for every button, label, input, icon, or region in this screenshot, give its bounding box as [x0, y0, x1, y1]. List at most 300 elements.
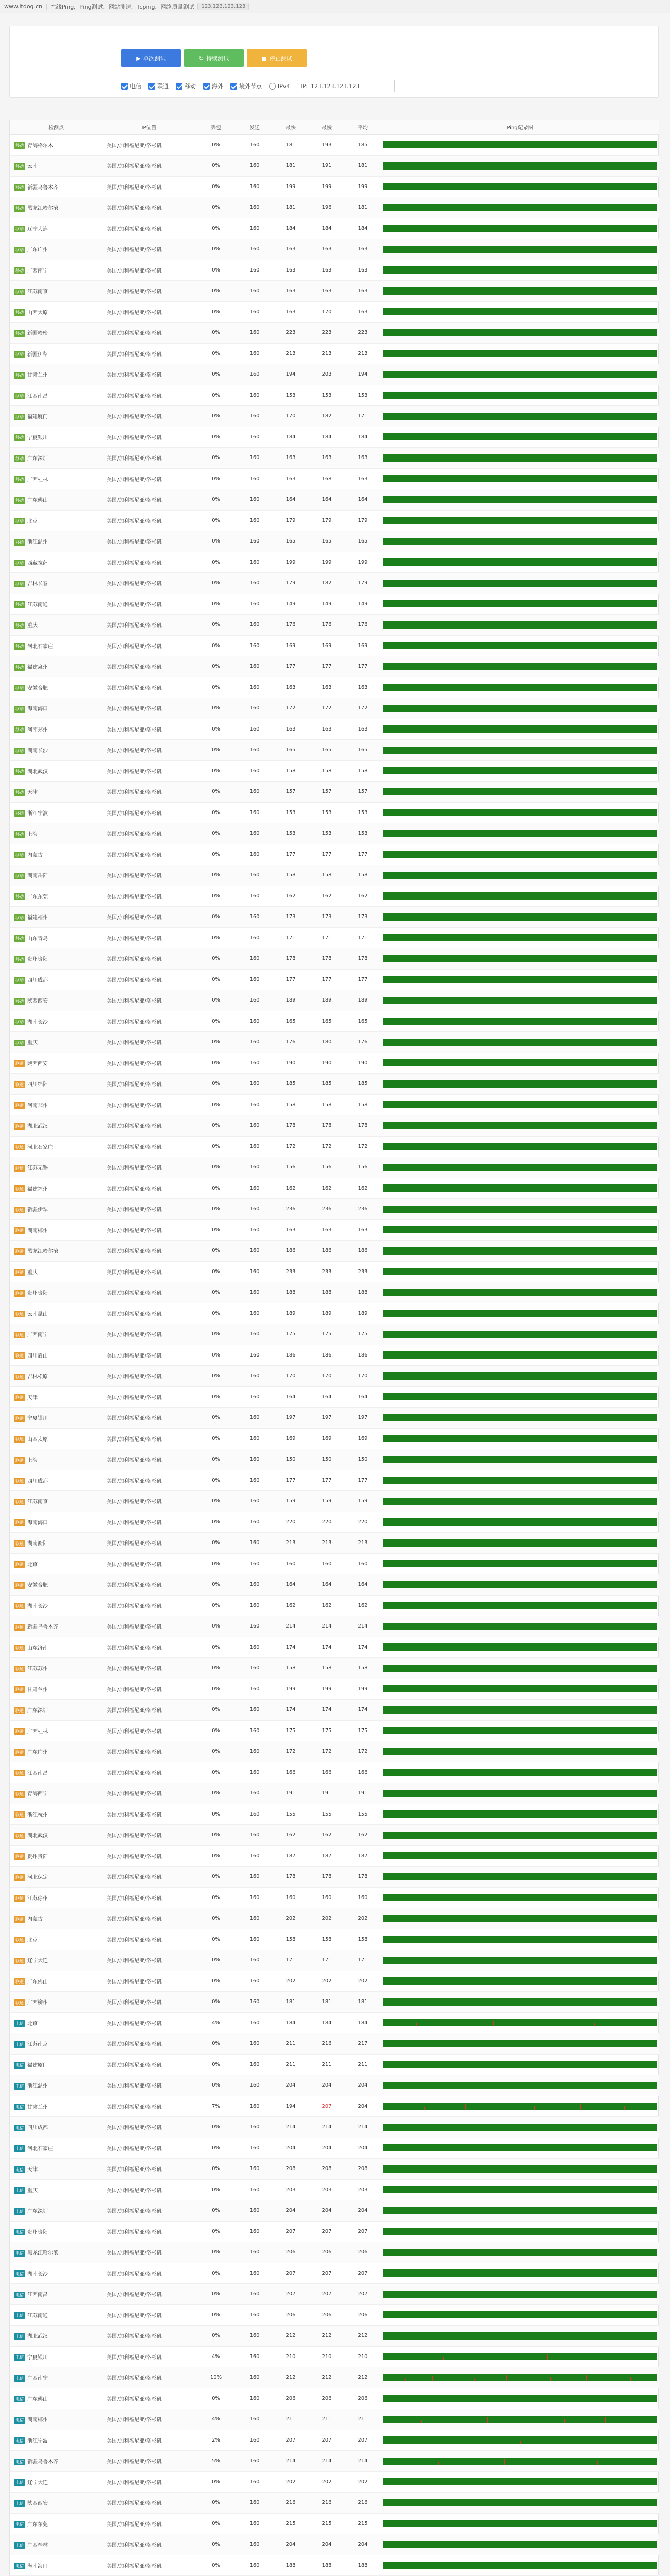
table-row[interactable]	[10, 2430, 659, 2451]
checkbox-icon[interactable]	[148, 83, 155, 90]
avg-latency: 175	[345, 1324, 381, 1345]
header-loss[interactable]: 丢包	[195, 120, 237, 134]
ip-location: 美国/加利福尼亚/洛杉矶	[103, 1992, 195, 2013]
ping-chart-cell	[381, 1741, 659, 1762]
loss-rate: 0%	[195, 218, 237, 239]
table-row[interactable]	[10, 844, 659, 865]
min-latency: 160	[273, 1553, 309, 1574]
table-row[interactable]	[10, 594, 659, 615]
table-row[interactable]	[10, 2388, 659, 2409]
isp-badge: 移动	[14, 247, 25, 253]
min-latency: 163	[273, 1219, 309, 1241]
isp-badge: 联通	[14, 1958, 25, 1964]
table-row[interactable]	[10, 698, 659, 719]
node-name: 辽宁大连	[27, 2480, 48, 2486]
isp-badge: 联通	[14, 1081, 25, 1088]
ping-bar	[383, 2082, 657, 2089]
site-label[interactable]: www.itdog.cn	[4, 3, 43, 10]
ping-bar	[383, 2165, 657, 2173]
ip-location: 美国/加利福尼亚/洛杉矶	[103, 823, 195, 844]
loss-rate: 0%	[195, 1553, 237, 1574]
table-row[interactable]	[10, 364, 659, 385]
ip-location: 美国/加利福尼亚/洛杉矶	[103, 1366, 195, 1387]
loss-rate: 0%	[195, 531, 237, 552]
avg-latency: 189	[345, 1303, 381, 1324]
avg-latency: 170	[345, 1366, 381, 1387]
max-latency: 165	[309, 531, 345, 552]
table-row[interactable]	[10, 1449, 659, 1470]
ping-chart-cell	[381, 468, 659, 489]
loss-rate: 0%	[195, 1282, 237, 1303]
table-row[interactable]	[10, 865, 659, 886]
ping-bar	[383, 767, 657, 774]
loss-rate: 0%	[195, 927, 237, 948]
loss-rate: 0%	[195, 1845, 237, 1867]
table-row[interactable]	[10, 2242, 659, 2263]
table-row[interactable]	[10, 886, 659, 907]
sent-count: 160	[237, 1136, 273, 1157]
node-name: 湖南长沙	[27, 1019, 48, 1025]
table-row[interactable]	[10, 1804, 659, 1825]
node-cell	[10, 969, 103, 990]
table-row[interactable]	[10, 1971, 659, 1992]
node-name: 甘肃兰州	[27, 1687, 48, 1693]
node-cell	[10, 343, 103, 364]
node-cell	[10, 1512, 103, 1533]
sent-count: 160	[237, 2242, 273, 2263]
table-row[interactable]	[10, 2179, 659, 2200]
loss-spike	[438, 2462, 439, 2465]
table-row[interactable]	[10, 197, 659, 218]
header-sent[interactable]: 发送	[237, 120, 273, 134]
header-min[interactable]: 最快	[273, 120, 309, 134]
table-row[interactable]	[10, 2117, 659, 2138]
table-row[interactable]	[10, 2471, 659, 2493]
avg-latency: 207	[345, 2221, 381, 2242]
table-row[interactable]	[10, 2075, 659, 2096]
isp-badge: 移动	[14, 831, 25, 838]
table-row[interactable]	[10, 448, 659, 469]
table-row[interactable]	[10, 1637, 659, 1658]
table-row[interactable]	[10, 2033, 659, 2055]
table-row[interactable]	[10, 1720, 659, 1741]
option-telecom[interactable]: 电信	[121, 82, 141, 90]
table-row[interactable]	[10, 2493, 659, 2514]
table-row[interactable]	[10, 2513, 659, 2534]
table-row[interactable]	[10, 343, 659, 364]
sent-count: 160	[237, 2513, 273, 2534]
isp-badge: 联通	[14, 1916, 25, 1923]
sent-count: 160	[237, 615, 273, 636]
table-row[interactable]	[10, 1074, 659, 1095]
table-row[interactable]	[10, 740, 659, 761]
ip-location: 美国/加利福尼亚/洛杉矶	[103, 1637, 195, 1658]
table-row[interactable]	[10, 1303, 659, 1324]
max-latency: 156	[309, 1157, 345, 1178]
table-row[interactable]	[10, 1199, 659, 1220]
table-row[interactable]	[10, 1324, 659, 1345]
ping-bar	[383, 1623, 657, 1630]
table-row[interactable]	[10, 468, 659, 489]
ping-chart-cell	[381, 364, 659, 385]
node-name: 吉林长春	[27, 581, 48, 587]
avg-latency: 163	[345, 281, 381, 302]
sent-count: 160	[237, 698, 273, 719]
loss-spike	[416, 2023, 417, 2026]
avg-latency: 172	[345, 1136, 381, 1157]
sent-count: 160	[237, 1637, 273, 1658]
table-row[interactable]	[10, 1345, 659, 1366]
table-row[interactable]	[10, 2409, 659, 2430]
table-row[interactable]	[10, 948, 659, 970]
sent-count: 160	[237, 2117, 273, 2138]
ip-location: 美国/加利福尼亚/洛杉矶	[103, 510, 195, 531]
min-latency: 162	[273, 1178, 309, 1199]
table-row[interactable]	[10, 385, 659, 406]
min-latency: 215	[273, 2513, 309, 2534]
table-row[interactable]	[10, 510, 659, 531]
max-latency: 177	[309, 969, 345, 990]
node-name: 广东广州	[27, 247, 48, 253]
table-row[interactable]	[10, 2451, 659, 2472]
sent-count: 160	[237, 2388, 273, 2409]
table-row[interactable]	[10, 615, 659, 636]
table-row[interactable]	[10, 301, 659, 323]
ip-location: 美国/加利福尼亚/洛杉矶	[103, 2012, 195, 2033]
sent-count: 160	[237, 677, 273, 698]
sent-count: 160	[237, 2367, 273, 2388]
ping-chart-cell	[381, 1303, 659, 1324]
table-row[interactable]	[10, 1992, 659, 2013]
min-latency: 153	[273, 802, 309, 823]
table-row[interactable]	[10, 1553, 659, 1574]
table-row[interactable]	[10, 1950, 659, 1971]
table-row[interactable]	[10, 1616, 659, 1637]
max-latency: 202	[309, 1908, 345, 1929]
ip-location: 美国/加利福尼亚/洛杉矶	[103, 1491, 195, 1512]
loss-rate: 0%	[195, 239, 237, 260]
table-row[interactable]	[10, 969, 659, 990]
ping-chart-cell	[381, 1491, 659, 1512]
table-row[interactable]	[10, 1261, 659, 1282]
table-row[interactable]	[10, 802, 659, 823]
loss-rate: 0%	[195, 2075, 237, 2096]
radio-icon[interactable]	[269, 83, 276, 90]
node-name: 江苏南京	[27, 1499, 48, 1505]
loss-rate: 0%	[195, 1804, 237, 1825]
min-latency: 202	[273, 2471, 309, 2493]
avg-latency: 194	[345, 364, 381, 385]
node-cell	[10, 1887, 103, 1908]
avg-latency: 163	[345, 719, 381, 740]
ping-bar	[383, 642, 657, 649]
option-foreign-nodes[interactable]: 境外节点	[230, 82, 262, 90]
node-cell	[10, 301, 103, 323]
table-row[interactable]	[10, 1700, 659, 1721]
table-row[interactable]	[10, 1011, 659, 1032]
header-avg[interactable]: 平均	[345, 120, 381, 134]
table-row[interactable]	[10, 1512, 659, 1533]
checkbox-icon[interactable]	[176, 83, 182, 90]
table-row[interactable]	[10, 1533, 659, 1554]
table-row[interactable]	[10, 1053, 659, 1074]
sent-count: 160	[237, 802, 273, 823]
min-latency: 177	[273, 656, 309, 677]
table-row[interactable]	[10, 1595, 659, 1616]
table-row[interactable]	[10, 239, 659, 260]
table-row[interactable]	[10, 1157, 659, 1178]
table-row[interactable]	[10, 1282, 659, 1303]
ip-field[interactable]: IP: 123.123.123.123	[297, 80, 395, 92]
loss-rate: 0%	[195, 448, 237, 469]
max-latency: 179	[309, 510, 345, 531]
isp-badge: 联通	[14, 1207, 25, 1213]
table-row[interactable]	[10, 2534, 659, 2555]
sent-count: 160	[237, 760, 273, 782]
table-row[interactable]	[10, 823, 659, 844]
continuous-test-button[interactable]: ↻ 持续测试	[184, 49, 244, 67]
option-mobile[interactable]: 移动	[176, 82, 196, 90]
ping-chart-cell	[381, 552, 659, 573]
node-name: 江苏南京	[27, 2042, 48, 2047]
table-row[interactable]	[10, 1241, 659, 1262]
node-cell	[10, 1345, 103, 1366]
node-name: 贵州贵阳	[27, 957, 48, 962]
table-row[interactable]	[10, 2346, 659, 2367]
ping-bar	[383, 2144, 657, 2151]
node-name: 四川成都	[27, 1478, 48, 1484]
node-name: 山西太原	[27, 310, 48, 316]
table-row[interactable]	[10, 2263, 659, 2284]
table-row[interactable]	[10, 2138, 659, 2159]
loss-rate: 0%	[195, 1700, 237, 1721]
ping-chart-cell	[381, 2346, 659, 2367]
loss-rate: 0%	[195, 969, 237, 990]
ping-chart-cell	[381, 260, 659, 281]
ip-location: 美国/加利福尼亚/洛杉矶	[103, 573, 195, 594]
ping-chart-cell	[381, 1324, 659, 1345]
ping-bar	[383, 809, 657, 816]
table-row[interactable]	[10, 2326, 659, 2347]
table-row[interactable]	[10, 907, 659, 928]
loss-rate: 0%	[195, 2304, 237, 2326]
single-test-button[interactable]: ▶ 单次测试	[121, 49, 181, 67]
header-chart[interactable]: Ping记录图	[381, 120, 659, 134]
checkbox-icon[interactable]	[121, 83, 128, 90]
checkbox-icon[interactable]	[203, 83, 210, 90]
loss-rate: 0%	[195, 656, 237, 677]
node-name: 新疆伊犁	[27, 351, 48, 358]
loss-spike	[624, 2106, 625, 2110]
avg-latency: 176	[345, 1032, 381, 1053]
table-row[interactable]	[10, 1762, 659, 1783]
table-row[interactable]	[10, 1219, 659, 1241]
min-latency: 170	[273, 1366, 309, 1387]
node-name: 天津	[27, 1395, 38, 1401]
node-name: 广东佛山	[27, 498, 48, 503]
min-latency: 206	[273, 2242, 309, 2263]
table-row[interactable]	[10, 1887, 659, 1908]
min-latency: 172	[273, 1741, 309, 1762]
sent-count: 160	[237, 1700, 273, 1721]
sent-count: 160	[237, 1386, 273, 1408]
node-name: 广东深圳	[27, 1708, 48, 1714]
sent-count: 160	[237, 1929, 273, 1950]
table-row[interactable]	[10, 573, 659, 594]
ip-location: 美国/加利福尼亚/洛杉矶	[103, 1533, 195, 1554]
table-row[interactable]	[10, 990, 659, 1011]
option-overseas[interactable]: 海外	[203, 82, 223, 90]
ip-location: 美国/加利福尼亚/洛杉矶	[103, 1512, 195, 1533]
loss-rate: 0%	[195, 1094, 237, 1115]
table-row[interactable]	[10, 1115, 659, 1137]
ping-chart-cell	[381, 2367, 659, 2388]
table-row[interactable]	[10, 1178, 659, 1199]
sent-count: 160	[237, 301, 273, 323]
table-row[interactable]	[10, 134, 659, 156]
table-row[interactable]	[10, 782, 659, 803]
ping-bar	[383, 2395, 657, 2402]
isp-badge: 联通	[14, 1978, 25, 1985]
header-max[interactable]: 最慢	[309, 120, 345, 134]
max-latency: 204	[309, 2534, 345, 2555]
table-row[interactable]	[10, 323, 659, 344]
ip-location: 美国/加利福尼亚/洛杉矶	[103, 2054, 195, 2075]
table-row[interactable]	[10, 760, 659, 782]
table-row[interactable]	[10, 1574, 659, 1596]
table-row[interactable]	[10, 1867, 659, 1888]
option-ipv4[interactable]: IPv4	[269, 83, 290, 90]
node-name: 北京	[27, 2021, 38, 2027]
ping-bar	[383, 1393, 657, 1400]
ip-location: 美国/加利福尼亚/洛杉矶	[103, 1053, 195, 1074]
sent-count: 160	[237, 1157, 273, 1178]
ping-bar	[383, 2249, 657, 2256]
table-row[interactable]	[10, 1032, 659, 1053]
loss-rate: 4%	[195, 2012, 237, 2033]
table-row[interactable]	[10, 2012, 659, 2033]
max-latency: 160	[309, 1553, 345, 1574]
node-name: 新疆乌鲁木齐	[27, 2459, 58, 2465]
table-row[interactable]	[10, 2367, 659, 2388]
loss-rate: 0%	[195, 2284, 237, 2305]
min-latency: 158	[273, 1658, 309, 1679]
stop-test-button[interactable]: ■ 停止测试	[247, 49, 307, 67]
table-row[interactable]	[10, 1929, 659, 1950]
ping-chart-cell	[381, 1219, 659, 1241]
table-row[interactable]	[10, 427, 659, 448]
min-latency: 150	[273, 1449, 309, 1470]
table-row[interactable]	[10, 1908, 659, 1929]
table-row[interactable]	[10, 260, 659, 281]
table-row[interactable]	[10, 2159, 659, 2180]
node-cell	[10, 782, 103, 803]
min-latency: 165	[273, 1011, 309, 1032]
table-row[interactable]	[10, 218, 659, 239]
table-row[interactable]	[10, 1366, 659, 1387]
node-name: 浙江宁波	[27, 2438, 48, 2444]
isp-badge: 电信	[14, 2187, 25, 2194]
loss-rate: 0%	[195, 1157, 237, 1178]
table-row[interactable]	[10, 1136, 659, 1157]
table-row[interactable]	[10, 1741, 659, 1762]
ping-bar	[383, 287, 657, 295]
ip-location: 美国/加利福尼亚/洛杉矶	[103, 2513, 195, 2534]
table-row[interactable]	[10, 656, 659, 677]
header-node[interactable]: 检测点	[10, 120, 103, 134]
table-row[interactable]	[10, 719, 659, 740]
max-latency: 163	[309, 677, 345, 698]
table-row[interactable]	[10, 1470, 659, 1491]
table-row[interactable]	[10, 531, 659, 552]
table-row[interactable]	[10, 1845, 659, 1867]
table-row[interactable]	[10, 1428, 659, 1449]
sent-count: 160	[237, 1428, 273, 1449]
table-row[interactable]	[10, 406, 659, 427]
loss-spike	[474, 2378, 475, 2381]
sent-count: 160	[237, 1762, 273, 1783]
avg-latency: 181	[345, 156, 381, 177]
table-row[interactable]	[10, 2096, 659, 2117]
table-row[interactable]	[10, 1825, 659, 1846]
node-name: 河北保定	[27, 1875, 48, 1880]
table-row[interactable]	[10, 176, 659, 197]
table-row[interactable]	[10, 2555, 659, 2576]
table-row[interactable]	[10, 2054, 659, 2075]
avg-latency: 186	[345, 1241, 381, 1262]
loss-rate: 0%	[195, 260, 237, 281]
max-latency: 202	[309, 1971, 345, 1992]
table-row[interactable]	[10, 281, 659, 302]
node-name: 福建福州	[27, 915, 48, 921]
table-row[interactable]	[10, 2284, 659, 2305]
table-row[interactable]	[10, 2304, 659, 2326]
table-row[interactable]	[10, 2221, 659, 2242]
table-row[interactable]	[10, 1658, 659, 1679]
table-row[interactable]	[10, 1408, 659, 1429]
max-latency: 207	[309, 2221, 345, 2242]
loss-spike	[594, 2023, 595, 2026]
isp-badge: 联通	[14, 1519, 25, 1526]
table-row[interactable]	[10, 635, 659, 656]
checkbox-icon[interactable]	[230, 83, 237, 90]
ping-bar	[383, 308, 657, 315]
table-row[interactable]	[10, 1386, 659, 1408]
ping-chart-cell	[381, 2471, 659, 2493]
ping-bar	[383, 496, 657, 503]
table-row[interactable]	[10, 677, 659, 698]
table-row[interactable]	[10, 1094, 659, 1115]
min-latency: 177	[273, 1470, 309, 1491]
table-row[interactable]	[10, 552, 659, 573]
table-row[interactable]	[10, 927, 659, 948]
node-cell	[10, 844, 103, 865]
header-location[interactable]: IP位置	[103, 120, 195, 134]
ip-location: 美国/加利福尼亚/洛杉矶	[103, 698, 195, 719]
option-unicom[interactable]: 联通	[148, 82, 169, 90]
isp-badge: 联通	[14, 1937, 25, 1943]
table-row[interactable]	[10, 1679, 659, 1700]
table-row[interactable]	[10, 156, 659, 177]
ping-bar	[383, 872, 657, 879]
loss-rate: 0%	[195, 635, 237, 656]
table-row[interactable]	[10, 1491, 659, 1512]
table-row[interactable]	[10, 1783, 659, 1804]
ping-bar	[383, 2416, 657, 2423]
table-row[interactable]	[10, 2200, 659, 2222]
table-row[interactable]	[10, 489, 659, 511]
node-name: 福建福州	[27, 1186, 48, 1192]
